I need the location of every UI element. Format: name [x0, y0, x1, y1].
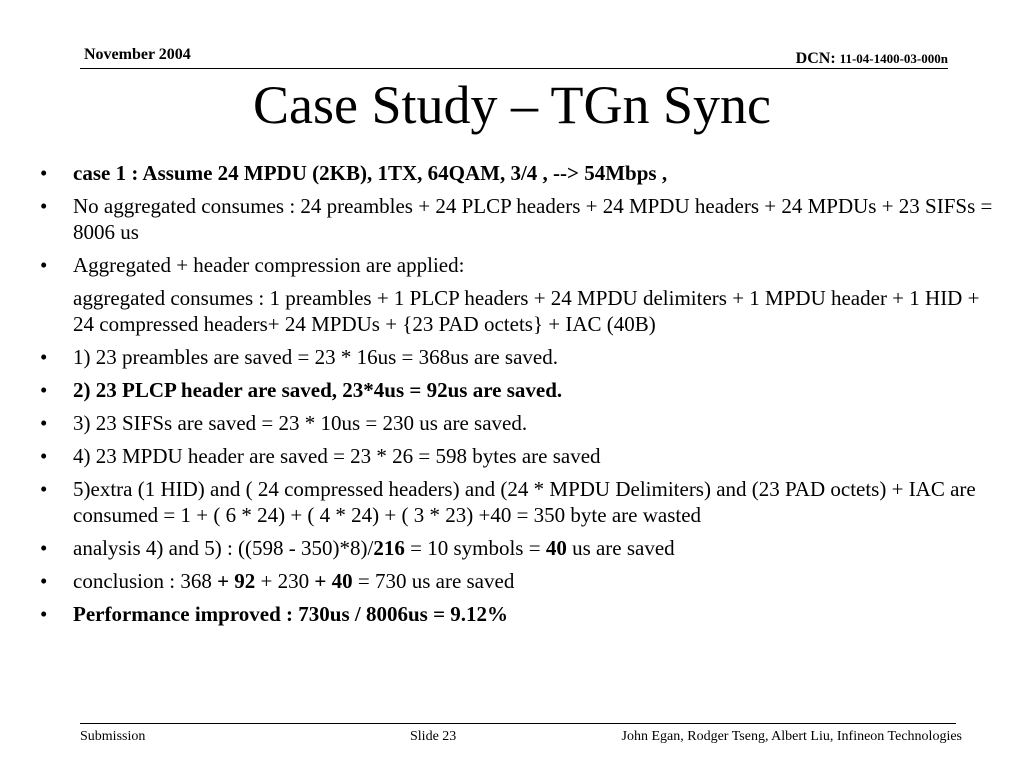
- bullet-item: [40, 160, 1000, 186]
- footer-authors: John Egan, Rodger Tseng, Albert Liu, Infineon Technologies: [621, 729, 962, 744]
- footer-submission: Submission: [80, 729, 146, 744]
- bullet-dot-icon: •: [40, 536, 48, 560]
- bullet-text: case 1 : Assume 24 MPDU (2KB), 1TX, 64QAM, 3/4 , --> 54Mbps ,: [73, 161, 668, 185]
- bullet-item: [40, 601, 1000, 627]
- bullet-item: [40, 443, 1000, 469]
- bullet-dot-icon: •: [40, 161, 48, 185]
- bullet-item: [40, 410, 1000, 436]
- bullet-text: Performance improved : 730us / 8006us = 9.12%: [73, 602, 509, 626]
- bullet-item: [40, 476, 1000, 528]
- bullet-item: [40, 344, 1000, 370]
- bullet-item: [40, 193, 1000, 245]
- header-dcn: [796, 50, 948, 68]
- bullet-dot-icon: •: [40, 378, 48, 402]
- bullet-text: 2) 23 PLCP header are saved, 23*4us = 92us are saved.: [73, 378, 563, 402]
- header-rule: [80, 68, 948, 69]
- bullet-text-part: conclusion : 368: [73, 569, 218, 593]
- bullet-dot-icon: •: [40, 411, 48, 435]
- bullet-dot-icon: •: [40, 345, 48, 369]
- bullet-text-part: = 10 symbols =: [404, 536, 546, 560]
- bullet-dot-icon: •: [40, 253, 48, 277]
- footer-slide-number: Slide 23: [410, 729, 457, 744]
- bullet-item: [40, 535, 1000, 561]
- header-date: November 2004: [84, 46, 191, 63]
- bullet-text: 4) 23 MPDU header are saved = 23 * 26 = 598 bytes are saved: [73, 444, 601, 468]
- bullet-dot-icon: •: [40, 194, 48, 218]
- bullet-item: [40, 568, 1000, 594]
- bullet-dot-icon: •: [40, 602, 48, 626]
- bullet-text-part: analysis 4) and 5) : ((598 - 350)*8)/: [73, 536, 374, 560]
- dcn-number: 11-04-1400-03-000n: [839, 51, 948, 66]
- bullet-text: 3) 23 SIFSs are saved = 23 * 10us = 230 us are saved.: [73, 411, 528, 435]
- bullet-dot-icon: •: [40, 569, 48, 593]
- bullet-text: Aggregated + header compression are applied:: [73, 253, 465, 277]
- bullet-text-part: 40: [545, 536, 567, 560]
- bullet-text: aggregated consumes : 1 preambles + 1 PLCP headers + 24 MPDU delimiters + 1 MPDU header + 1 HID + 24 compressed headers+ 24 MPDUs + {23 PAD octets} + IAC (40B): [73, 286, 980, 336]
- bullet-text-part: + 40: [314, 569, 353, 593]
- bullet-text-part: 216: [373, 536, 405, 560]
- bullet-text-part: + 230: [255, 569, 315, 593]
- bullet-text: No aggregated consumes : 24 preambles + 24 PLCP headers + 24 MPDU headers + 24 MPDUs + 23 SIFSs = 8006 us: [73, 194, 993, 244]
- bullet-dot-icon: •: [40, 477, 48, 501]
- continuation-paragraph: [40, 285, 1000, 337]
- bullet-item: [40, 377, 1000, 403]
- bullet-text-part: us are saved: [566, 536, 675, 560]
- bullet-dot-icon: •: [40, 444, 48, 468]
- footer-rule: [80, 723, 956, 724]
- bullet-item: [40, 252, 1000, 278]
- bullet-text-part: + 92: [217, 569, 256, 593]
- bullet-list: [40, 160, 1000, 634]
- dcn-label: DCN:: [795, 50, 836, 67]
- slide-title: Case Study – TGn Sync: [252, 75, 771, 135]
- bullet-text-part: = 730 us are saved: [352, 569, 515, 593]
- bullet-text: 1) 23 preambles are saved = 23 * 16us = 368us are saved.: [73, 345, 558, 369]
- bullet-text: 5)extra (1 HID) and ( 24 compressed headers) and (24 * MPDU Delimiters) and (23 PAD octets) + IAC are consumed = 1 + ( 6 * 24) + ( 4 * 24) + ( 3 * 23) +40 = 350 byte are wasted: [73, 477, 976, 527]
